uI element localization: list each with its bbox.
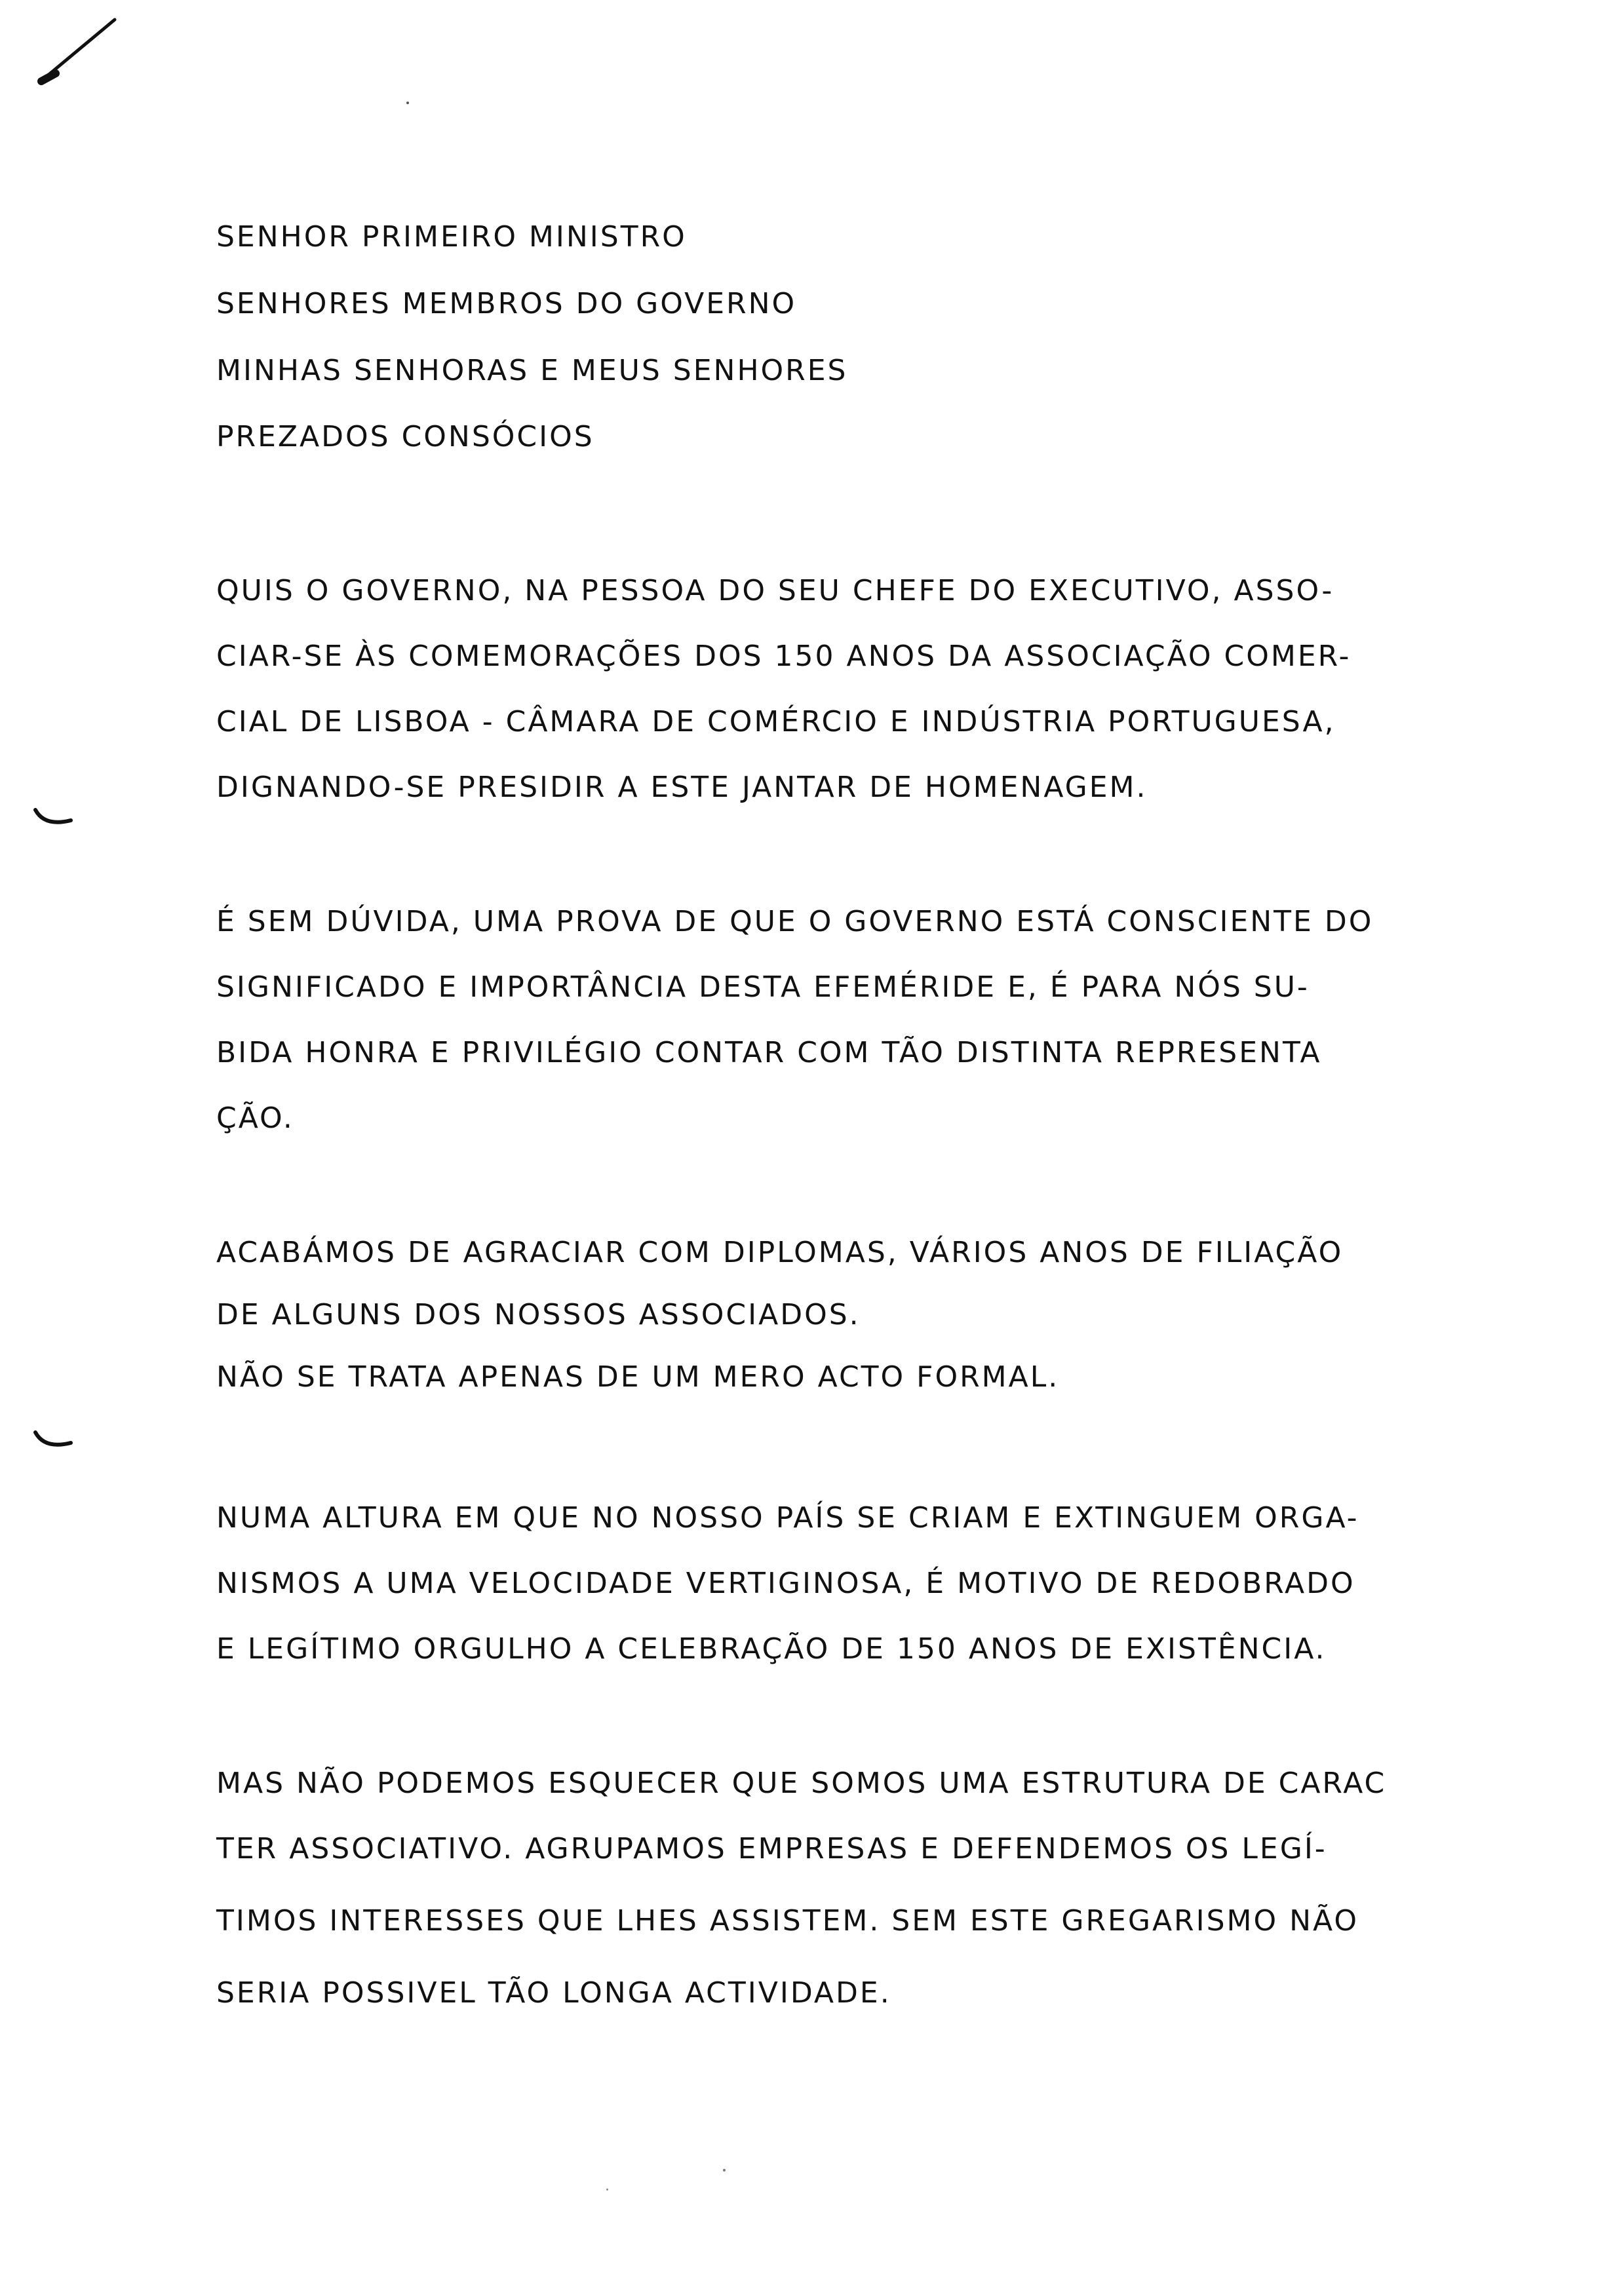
paragraph-line: ACABÁMOS DE AGRACIAR COM DIPLOMAS, VÁRIOS ANOS DE FILIAÇÃO (216, 1236, 1344, 1269)
salutation-line: PREZADOS CONSÓCIOS (216, 420, 594, 453)
paragraph-line: NUMA ALTURA EM QUE NO NOSSO PAÍS SE CRIAM E EXTINGUEM ORGA- (216, 1501, 1359, 1535)
paragraph-line: SIGNIFICADO E IMPORTÂNCIA DESTA EFEMÉRIDE E, É PARA NÓS SU- (216, 970, 1310, 1004)
margin-pen-mark (31, 806, 77, 832)
paragraph-line: E LEGÍTIMO ORGULHO A CELEBRAÇÃO DE 150 ANOS DE EXISTÊNCIA. (216, 1632, 1327, 1666)
paragraph-line: NÃO SE TRATA APENAS DE UM MERO ACTO FORMAL. (216, 1360, 1060, 1394)
paragraph-line: ÇÃO. (216, 1101, 294, 1135)
paragraph-line: DIGNANDO-SE PRESIDIR A ESTE JANTAR DE HOMENAGEM. (216, 771, 1148, 804)
paragraph-line: TIMOS INTERESSES QUE LHES ASSISTEM. SEM ESTE GREGARISMO NÃO (216, 1904, 1359, 1938)
paragraph-line: MAS NÃO PODEMOS ESQUECER QUE SOMOS UMA ESTRUTURA DE CARAC (216, 1767, 1387, 1800)
salutation-line: MINHAS SENHORAS E MEUS SENHORES (216, 354, 848, 387)
paragraph-line: CIAR-SE ÀS COMEMORAÇÕES DOS 150 ANOS DA ASSOCIAÇÃO COMER- (216, 640, 1352, 673)
paragraph-line: QUIS O GOVERNO, NA PESSOA DO SEU CHEFE DO EXECUTIVO, ASSO- (216, 574, 1334, 607)
paragraph-line: TER ASSOCIATIVO. AGRUPAMOS EMPRESAS E DEFENDEMOS OS LEGÍ- (216, 1832, 1327, 1866)
pen-stroke-mark (36, 13, 128, 98)
paragraph-line: SERIA POSSIVEL TÃO LONGA ACTIVIDADE. (216, 1976, 891, 2010)
speck-mark (723, 2169, 726, 2172)
margin-pen-mark (31, 1428, 77, 1455)
paragraph-line: CIAL DE LISBOA - CÂMARA DE COMÉRCIO E INDÚSTRIA PORTUGUESA, (216, 705, 1336, 738)
paragraph-line: DE ALGUNS DOS NOSSOS ASSOCIADOS. (216, 1298, 861, 1331)
paragraph-line: NISMOS A UMA VELOCIDADE VERTIGINOSA, É MOTIVO DE REDOBRADO (216, 1567, 1355, 1600)
speck-mark (406, 102, 409, 104)
paragraph-line: BIDA HONRA E PRIVILÉGIO CONTAR COM TÃO DISTINTA REPRESENTA (216, 1036, 1322, 1069)
salutation-line: SENHOR PRIMEIRO MINISTRO (216, 220, 687, 254)
paragraph-line: É SEM DÚVIDA, UMA PROVA DE QUE O GOVERNO ESTÁ CONSCIENTE DO (216, 905, 1374, 938)
salutation-line: SENHORES MEMBROS DO GOVERNO (216, 287, 797, 320)
speck-mark (606, 2189, 608, 2191)
